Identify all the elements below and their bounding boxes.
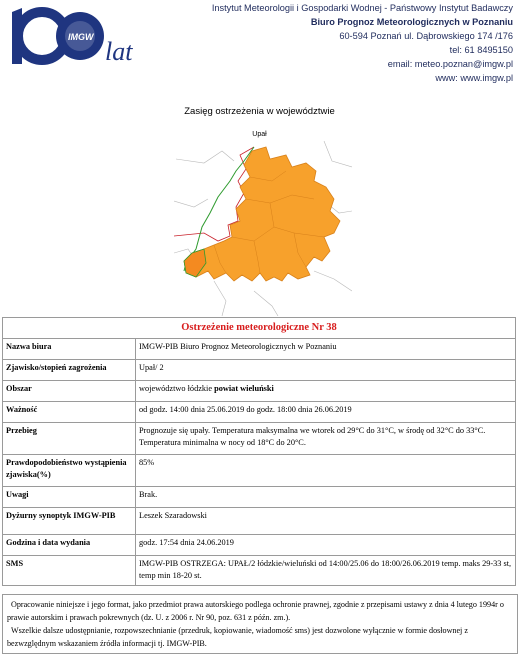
warning-region xyxy=(184,147,340,281)
row-label: Uwagi xyxy=(3,487,136,508)
row-label: SMS xyxy=(3,556,136,586)
row-label: Obszar xyxy=(3,381,136,402)
imgw-100-lat-logo xyxy=(6,4,146,66)
office-phone: tel: 61 8495150 xyxy=(449,45,513,56)
copyright-notice xyxy=(2,594,518,654)
row-label: Prawdopodobieństwo wystąpienia zjawiska(%) xyxy=(3,455,136,487)
table-row xyxy=(3,339,516,360)
warning-heading-row xyxy=(3,318,516,339)
row-value xyxy=(136,381,516,402)
row-value: Brak. xyxy=(136,487,516,508)
row-value: IMGW-PIB Biuro Prognoz Meteorologicznych w Poznaniu xyxy=(136,339,516,360)
row-value: Prognozuje się upały. Temperatura maksymalna we wtorek od 29°C do 31°C, w środę od 32°C do 33°C. Temperatura minimalna w nocy od 18°C do 20°C. xyxy=(136,423,516,455)
row-label: Godzina i data wydania xyxy=(3,535,136,556)
table-row xyxy=(3,535,516,556)
institute-name: Instytut Meteorologii i Gospodarki Wodnej - Państwowy Instytut Badawczy xyxy=(211,3,513,13)
row-value: 85% xyxy=(136,455,516,487)
copyright-paragraph: Opracowanie niniejsze i jego format, jako przedmiot prawa autorskiego podlega ochronie prawnej, zgodnie z przepisami ustawy z dnia 4 lutego 1994r o prawie autorskim i prawach pokrewnych (dz. U. z 2006 r. Nr 90, poz. 631 z późn. zm.). xyxy=(7,600,504,622)
table-row xyxy=(3,423,516,455)
table-row xyxy=(3,508,516,535)
table-row xyxy=(3,360,516,381)
map-title: Zasięg ostrzeżenia w województwie xyxy=(184,106,335,117)
row-label: Dyżurny synoptyk IMGW-PIB xyxy=(3,508,136,535)
table-row xyxy=(3,402,516,423)
warning-table xyxy=(2,317,516,586)
warning-heading: Ostrzeżenie meteorologiczne Nr 38 xyxy=(3,318,516,339)
institute-info xyxy=(212,1,513,86)
row-value: od godz. 14:00 dnia 25.06.2019 do godz. 18:00 dnia 26.06.2019 xyxy=(136,402,516,423)
row-value: Leszek Szaradowski xyxy=(136,508,516,535)
row-label: Nazwa biura xyxy=(3,339,136,360)
row-label: Przebieg xyxy=(3,423,136,455)
row-value: godz. 17:54 dnia 24.06.2019 xyxy=(136,535,516,556)
office-website[interactable]: www: www.imgw.pl xyxy=(435,73,513,84)
table-row xyxy=(3,556,516,586)
map-subtitle: Upał xyxy=(252,131,267,138)
table-row xyxy=(3,455,516,487)
logo-badge-text: IMGW xyxy=(68,32,94,42)
row-value: IMGW-PIB OSTRZEGA: UPAŁ/2 łódzkie/wieluński od 14:00/25.06 do 18:00/26.06.2019 temp. maks 29-33 st, temp min 18-20 st. xyxy=(136,556,516,586)
area-county: powiat wieluński xyxy=(214,384,274,393)
warning-area-map xyxy=(174,141,352,316)
office-name: Biuro Prognoz Meteorologicznych w Poznaniu xyxy=(310,17,513,28)
office-email[interactable]: email: meteo.poznan@imgw.pl xyxy=(387,59,513,70)
table-row xyxy=(3,487,516,508)
redistribution-paragraph: Wszelkie dalsze udostępnianie, rozpowszechnianie (przedruk, kopiowanie, wiadomość sms) jest dozwolone wyłącznie w formie dosłownej z bezwzględnym wskazaniem źródła informacji tj. IMGW-PIB. xyxy=(7,626,468,648)
area-voivodeship: województwo łódzkie xyxy=(139,384,215,393)
logo-lat-text: lat xyxy=(105,37,133,66)
office-address: 60-594 Poznań ul. Dąbrowskiego 174 /176 xyxy=(339,31,513,42)
table-row xyxy=(3,381,516,402)
row-label: Zjawisko/stopień zagrożenia xyxy=(3,360,136,381)
row-label: Ważność xyxy=(3,402,136,423)
row-value: Upał/ 2 xyxy=(136,360,516,381)
